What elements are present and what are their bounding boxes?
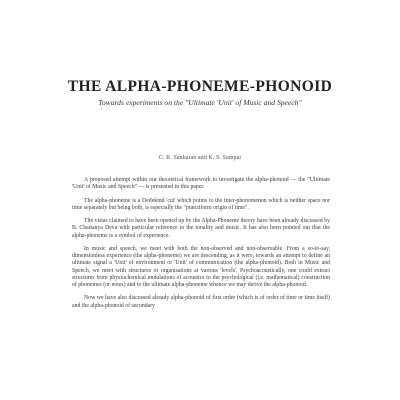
paper-subtitle: Towards experiments on the "Ultimate 'Unit' of Music and Speech" <box>98 98 302 107</box>
paragraph-2: The alpha-phoneme is a Dedekind 'cut' which points to the inter-phonomenon which is neither space nor time separately but being both, is especially the "punctiform origin of time". <box>72 197 330 211</box>
paragraph-4: In music and speech, we meet with both the non-observed and non-observable. From a so-to-say, dimensionless experience (the alpha-phoneme) we are descending, as it were, towards an attempt to define an ultimate signal a 'Unit' of environment or 'Unit' of communication (the alpha-phonoid). Both in Music and Speech, we meet with structures or organisations at various 'levels'. Psychoacoustically, one could extract structures from physiochemical undulations of acoustics to the psychological (i.e. mathematical) construction of phonemes (or notes) and to the ultimate alpha-phoneme whence we may derive the alpha-phonoid. <box>72 245 330 288</box>
paragraph-3: The vistas claimed to have been opened up by the Alpha-Phoneme theory have been already discussed by B. Chaitanya Deva with particular reference to the tonality and music. It has also been pointed out that the alpha-phoneme is a symbol of experience. <box>72 218 330 239</box>
paragraph-5: Now we have also discussed already alpha-phonoid of first order (which is of order of time or time itself) and the alpha-phonoid of secondary <box>72 295 330 309</box>
paragraph-1: A proposed attempt within our theoretical framework to investigate the alpha-phonoid — the "Ultimate 'Unit' of Music and Speech" — is presented in this paper. <box>72 177 330 191</box>
paper-authors: C. R. Sankaran and K. S. Sampat <box>158 154 242 161</box>
paper-title: THE ALPHA-PHONEME-PHONOID <box>67 78 333 95</box>
paper-body <box>72 177 330 316</box>
